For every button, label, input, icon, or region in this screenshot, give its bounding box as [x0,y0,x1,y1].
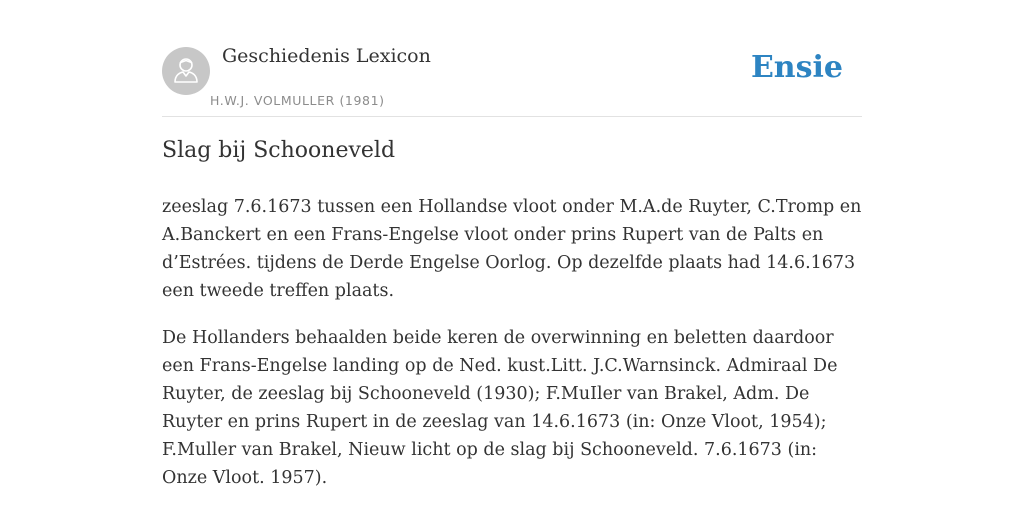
author-credit: H.W.J. VOLMULLER (1981) [210,93,385,108]
brand-logo[interactable]: Ensie [750,50,843,85]
article-paragraph: De Hollanders behaalden beide keren de overwinning en beletten daardoor een Frans-Engelse landing op de Ned. kust.Litt. J.C.Warnsinck. Admiraal De Ruyter, de zeeslag bij Schooneveld (1930); F.MuIler van Brakel, Adm. De Ruyter en prins Rupert in de zeeslag van 14.6.1673 (in: Onze Vloot, 1954); F.Muller van Brakel, Nieuw licht op de slag bij Schooneveld. 7.6.1673 (in: Onze Vloot. 1957). [162,328,838,488]
source-title[interactable]: Geschiedenis Lexicon [222,45,431,67]
article-paragraph: zeeslag 7.6.1673 tussen een Hollandse vloot onder M.A.de Ruyter, C.Tromp en A.Banckert en een Frans-Engelse vloot onder prins Rupert van de Palts en d’Estrées. tijdens de Derde Engelse Oorlog. Op dezelfde plaats had 14.6.1673 een tweede treffen plaats. [162,197,862,301]
user-avatar-icon[interactable] [162,47,210,95]
header [162,44,862,117]
article-body [162,193,862,511]
article-title: Slag bij Schooneveld [162,138,396,163]
